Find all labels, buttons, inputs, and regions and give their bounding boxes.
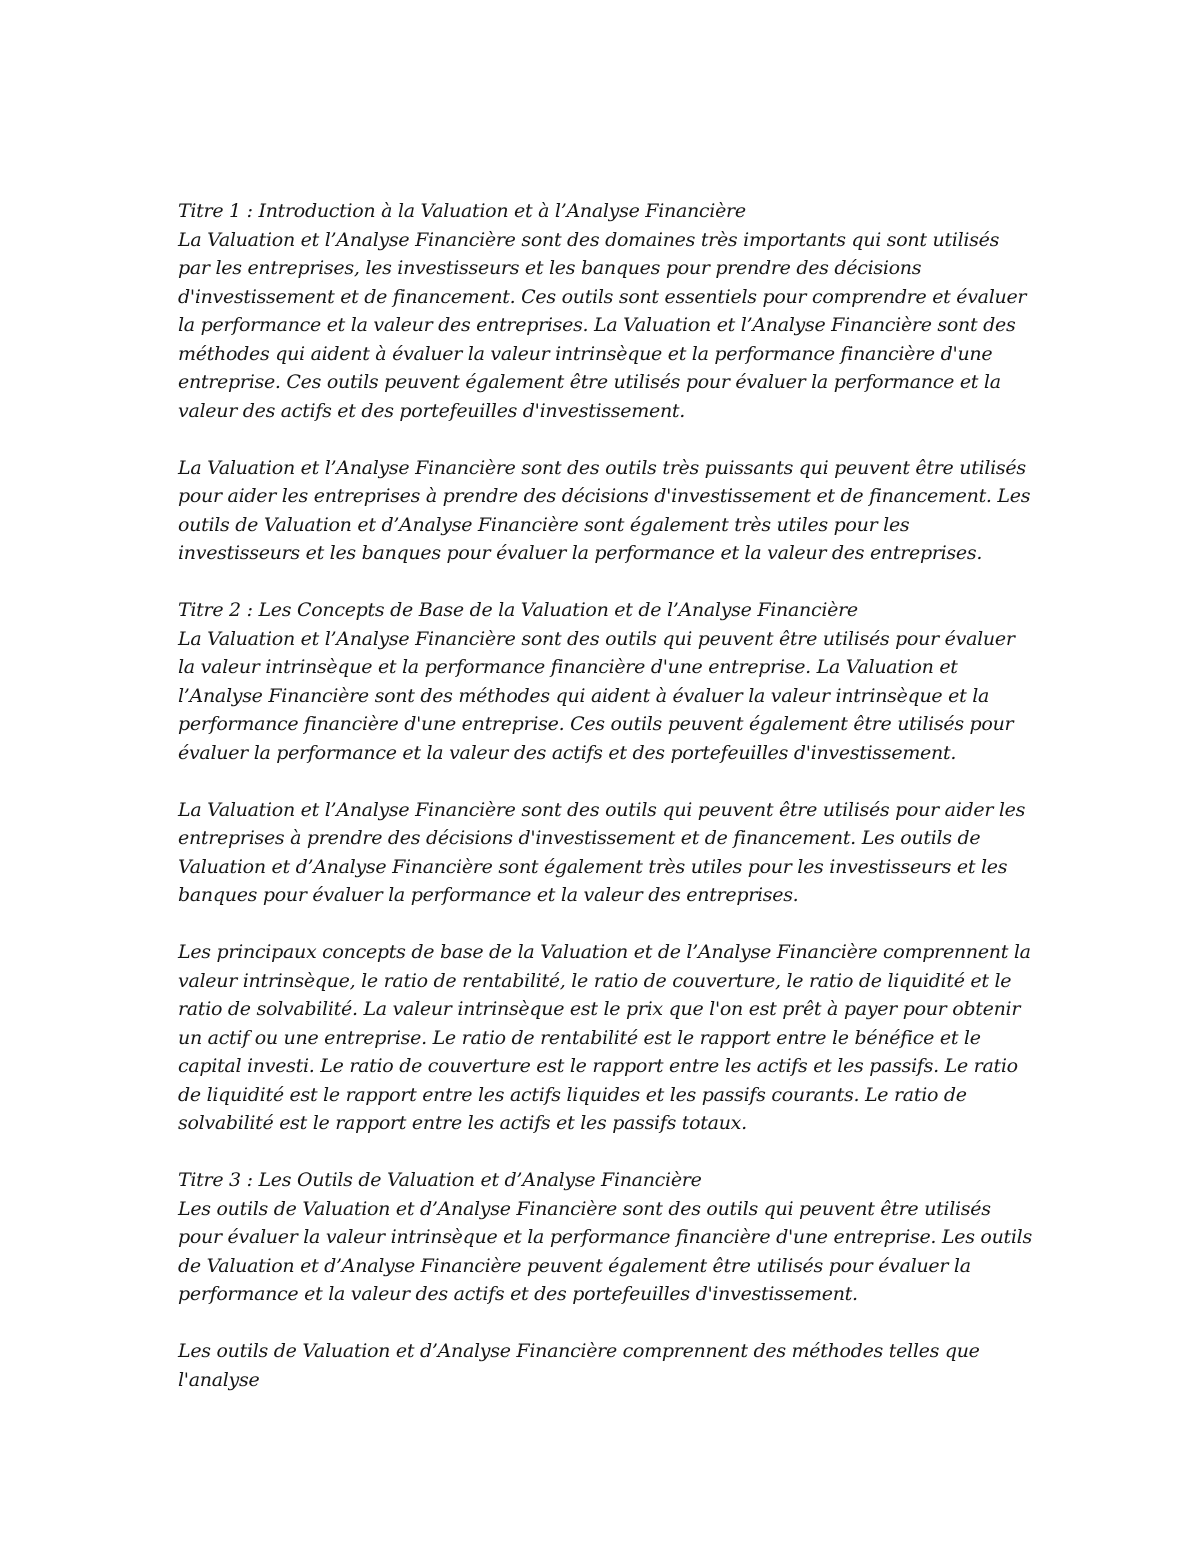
section-body: Les outils de Valuation et d’Analyse Financière sont des outils qui peuvent être utilisés pour évaluer la valeur intrinsèque et la performance financière d'une entreprise. Les outils de Valuation et d’Analyse Financière peuvent également être utilisés pour évaluer la performance et la valeur des actifs et des portefeuilles d'investissement. — [178, 1197, 1032, 1305]
section-body: La Valuation et l’Analyse Financière sont des outils qui peuvent être utilisés pour évaluer la valeur intrinsèque et la performance financière d'une entreprise. La Valuation et l’Analyse Financière sont des méthodes qui aident à évaluer la valeur intrinsèque et la performance financière d'une entreprise. Ces outils peuvent également être utilisés pour évaluer la performance et la valeur des actifs et des portefeuilles d'investissement. — [178, 627, 1015, 764]
document-section — [178, 454, 1036, 568]
section-body: Les outils de Valuation et d’Analyse Financière comprennent des méthodes telles que l'analyse — [178, 1340, 980, 1391]
section-body: Les principaux concepts de base de la Valuation et de l’Analyse Financière comprennent la valeur intrinsèque, le ratio de rentabilité, le ratio de couverture, le ratio de liquidité et le ratio de solvabilité. La valeur intrinsèque est le prix que l'on est prêt à payer pour obtenir un actif ou une entreprise. Le ratio de rentabilité est le rapport entre le bénéfice et le capital investi. Le ratio de couverture est le rapport entre les actifs et les passifs. Le ratio de liquidité est le rapport entre les actifs liquides et les passifs courants. Le ratio de solvabilité est le rapport entre les actifs et les passifs totaux. — [178, 941, 1031, 1134]
section-title: Titre 2 : Les Concepts de Base de la Valuation et de l’Analyse Financière — [178, 599, 858, 621]
section-body: La Valuation et l’Analyse Financière sont des domaines très importants qui sont utilisés par les entreprises, les investisseurs et les banques pour prendre des décisions d'investissement et de financement. Ces outils sont essentiels pour comprendre et évaluer la performance et la valeur des entreprises. La Valuation et l’Analyse Financière sont des méthodes qui aident à évaluer la valeur intrinsèque et la performance financière d'une entreprise. Ces outils peuvent également être utilisés pour évaluer la performance et la valeur des actifs et des portefeuilles d'investissement. — [178, 228, 1027, 422]
section-body: La Valuation et l’Analyse Financière sont des outils très puissants qui peuvent être utilisés pour aider les entreprises à prendre des décisions d'investissement et de financement. Les outils de Valuation et d’Analyse Financière sont également très utiles pour les investisseurs et les banques pour évaluer la performance et la valeur des entreprises. — [178, 456, 1031, 564]
document-section — [178, 197, 1036, 425]
document-section — [178, 938, 1036, 1138]
section-body: La Valuation et l’Analyse Financière sont des outils qui peuvent être utilisés pour aider les entreprises à prendre des décisions d'investissement et de financement. Les outils de Valuation et d’Analyse Financière sont également très utiles pour les investisseurs et les banques pour évaluer la performance et la valeur des entreprises. — [178, 798, 1026, 906]
section-title: Titre 1 : Introduction à la Valuation et à l’Analyse Financière — [178, 200, 746, 222]
document-page — [178, 197, 1036, 1394]
document-section — [178, 1166, 1036, 1309]
document-section — [178, 796, 1036, 910]
document-section — [178, 1337, 1036, 1394]
document-section — [178, 596, 1036, 767]
section-title: Titre 3 : Les Outils de Valuation et d’Analyse Financière — [178, 1169, 702, 1191]
